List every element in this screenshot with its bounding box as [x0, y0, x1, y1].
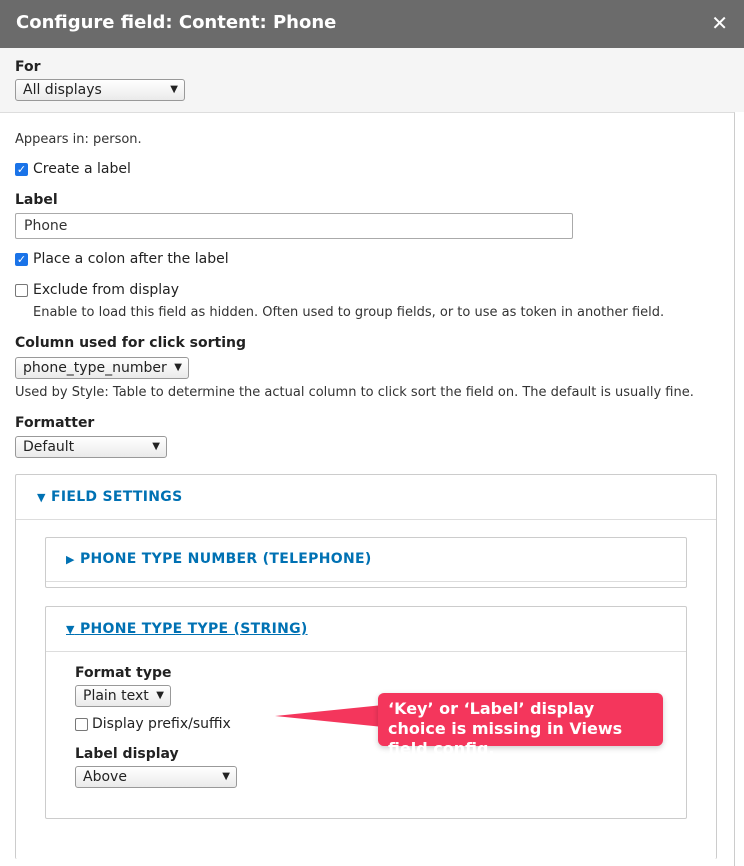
for-label: For	[15, 59, 41, 75]
divider	[46, 581, 686, 582]
prefix-suffix-checkbox[interactable]	[75, 718, 88, 731]
exclude-description: Enable to load this field as hidden. Often used to group fields, or to use as token in another field.	[33, 305, 665, 320]
appears-in-text: Appears in: person.	[15, 132, 142, 147]
prefix-suffix-text: Display prefix/suffix	[92, 716, 231, 732]
chevron-down-icon: ▼	[222, 771, 230, 782]
for-select-value: All displays	[23, 82, 102, 98]
dialog-titlebar	[0, 0, 744, 48]
chevron-down-icon: ▼	[156, 690, 164, 701]
label-display-label: Label display	[75, 746, 179, 762]
format-type-select[interactable]	[75, 685, 171, 707]
exclude-checkbox[interactable]	[15, 284, 28, 297]
phone-type-type-summary[interactable]	[66, 621, 308, 637]
triangle-down-icon: ▼	[37, 491, 46, 504]
chevron-down-icon: ▼	[152, 441, 160, 452]
label-field-label: Label	[15, 192, 58, 208]
dialog-title: Configure field: Content: Phone	[16, 12, 337, 33]
field-settings-summary-text: FIELD SETTINGS	[50, 489, 183, 505]
click-sort-select[interactable]	[15, 357, 189, 379]
format-type-label: Format type	[75, 665, 172, 681]
label-display-select[interactable]	[75, 766, 237, 788]
format-type-value: Plain text	[83, 688, 149, 704]
field-settings-summary[interactable]	[37, 489, 182, 505]
divider	[16, 519, 716, 520]
chevron-down-icon: ▼	[170, 84, 178, 95]
create-label-text: Create a label	[33, 161, 131, 177]
callout-pointer	[275, 705, 385, 733]
click-sort-label: Column used for click sorting	[15, 335, 246, 351]
label-input[interactable]: Phone	[15, 213, 573, 239]
display-scope-form	[0, 48, 744, 112]
divider	[46, 651, 686, 652]
close-icon[interactable]: ✕	[711, 11, 728, 35]
label-display-value: Above	[83, 769, 127, 785]
phone-type-number-summary-text: PHONE TYPE NUMBER (TELEPHONE)	[79, 551, 372, 567]
formatter-label: Formatter	[15, 415, 95, 431]
triangle-right-icon: ▶	[66, 553, 75, 566]
formatter-select[interactable]	[15, 436, 167, 458]
exclude-text: Exclude from display	[33, 282, 180, 298]
phone-type-number-summary[interactable]	[66, 551, 372, 567]
phone-type-type-summary-text: PHONE TYPE TYPE (STRING)	[79, 621, 308, 637]
triangle-down-icon: ▼	[66, 623, 75, 636]
chevron-down-icon: ▼	[174, 362, 182, 373]
annotation-callout: ‘Key’ or ‘Label’ display choice is missing in Views field config.	[378, 693, 663, 746]
colon-text: Place a colon after the label	[33, 251, 229, 267]
create-label-checkbox[interactable]: ✓	[16, 163, 27, 176]
click-sort-description: Used by Style: Table to determine the actual column to click sort the field on. The default is usually fine.	[15, 385, 694, 400]
colon-checkbox[interactable]: ✓	[16, 253, 27, 266]
formatter-value: Default	[23, 439, 75, 455]
click-sort-value: phone_type_number	[23, 360, 167, 376]
for-select[interactable]	[15, 79, 185, 101]
